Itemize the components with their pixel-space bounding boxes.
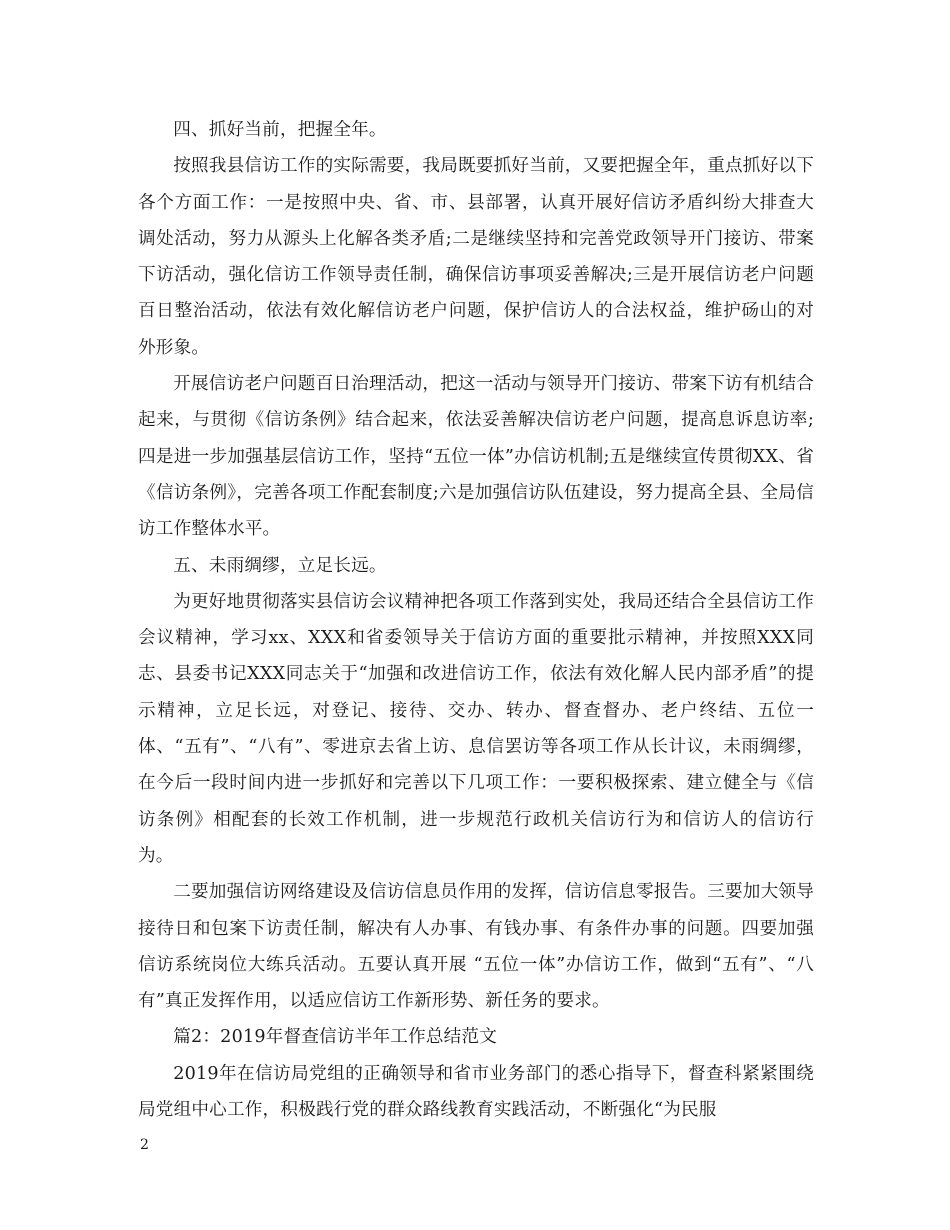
paragraph: 二要加强信访网络建设及信访信息员作用的发挥，信访信息零报告。三要加大领导接待日和包案下访责任制，解决有人办事、有钱办事、有条件办事的问题。四要加强信访系统岗位大练兵活动。五要认真开展 “五位一体”办信访工作，做到“五有”、“八有”真正发挥作用，以适应信访工作新形势、新任务的要求。: [138, 882, 814, 1012]
document-body: [138, 112, 814, 1128]
paragraph: 按照我县信访工作的实际需要，我局既要抓好当前，又要把握全年，重点抓好以下各个方面工作：一是按照中央、省、市、县部署，认真开展好信访矛盾纠纷大排查大调处活动，努力从源头上化解各类矛盾;二是继续坚持和完善党政领导开门接访、带案下访活动，强化信访工作领导责任制，确保信访事项妥善解决;三是开展信访老户问题百日整治活动，依法有效化解信访老户问题，保护信访人的合法权益，维护砀山的对外形象。: [138, 156, 814, 358]
article-title: 篇2：2019年督查信访半年工作总结范文: [173, 1027, 498, 1048]
paragraph: 开展信访老户问题百日治理活动，把这一活动与领导开门接访、带案下访有机结合起来，与贯彻《信访条例》结合起来，依法妥善解决信访老户问题，提高息诉息访率;四是进一步加强基层信访工作，坚持“五位一体”办信访机制;五是继续宣传贯彻XX、省《信访条例》，完善各项工作配套制度;六是加强信访队伍建设，努力提高全县、全局信访工作整体水平。: [138, 374, 814, 540]
paragraph: 2019年在信访局党组的正确领导和省市业务部门的悉心指导下，督查科紧紧围绕局党组中心工作，积极践行党的群众路线教育实践活动，不断强化“为民服: [138, 1063, 814, 1121]
section-heading-four: 四、抓好当前，把握全年。: [173, 120, 387, 140]
page-number: 2: [140, 1137, 149, 1153]
paragraph: 为更好地贯彻落实县信访会议精神把各项工作落到实处，我局还结合全县信访工作会议精神，学习xx、XXX和省委领导关于信访方面的重要批示精神，并按照XXX同志、县委书记XXX同志关于“加强和改进信访工作，依法有效化解人民内部矛盾”的提示精神，立足长远，对登记、接待、交办、转办、督查督办、老户终结、五位一体、“五有”、“八有”、零进京去省上访、息信罢访等各项工作从长计议，未雨绸缪，在今后一段时间内进一步抓好和完善以下几项工作：一要积极探索、建立健全与《信访条例》相配套的长效工作机制，进一步规范行政机关信访行为和信访人的信访行为。: [138, 591, 814, 866]
section-heading-five: 五、未雨绸缪，立足长远。: [173, 555, 387, 576]
